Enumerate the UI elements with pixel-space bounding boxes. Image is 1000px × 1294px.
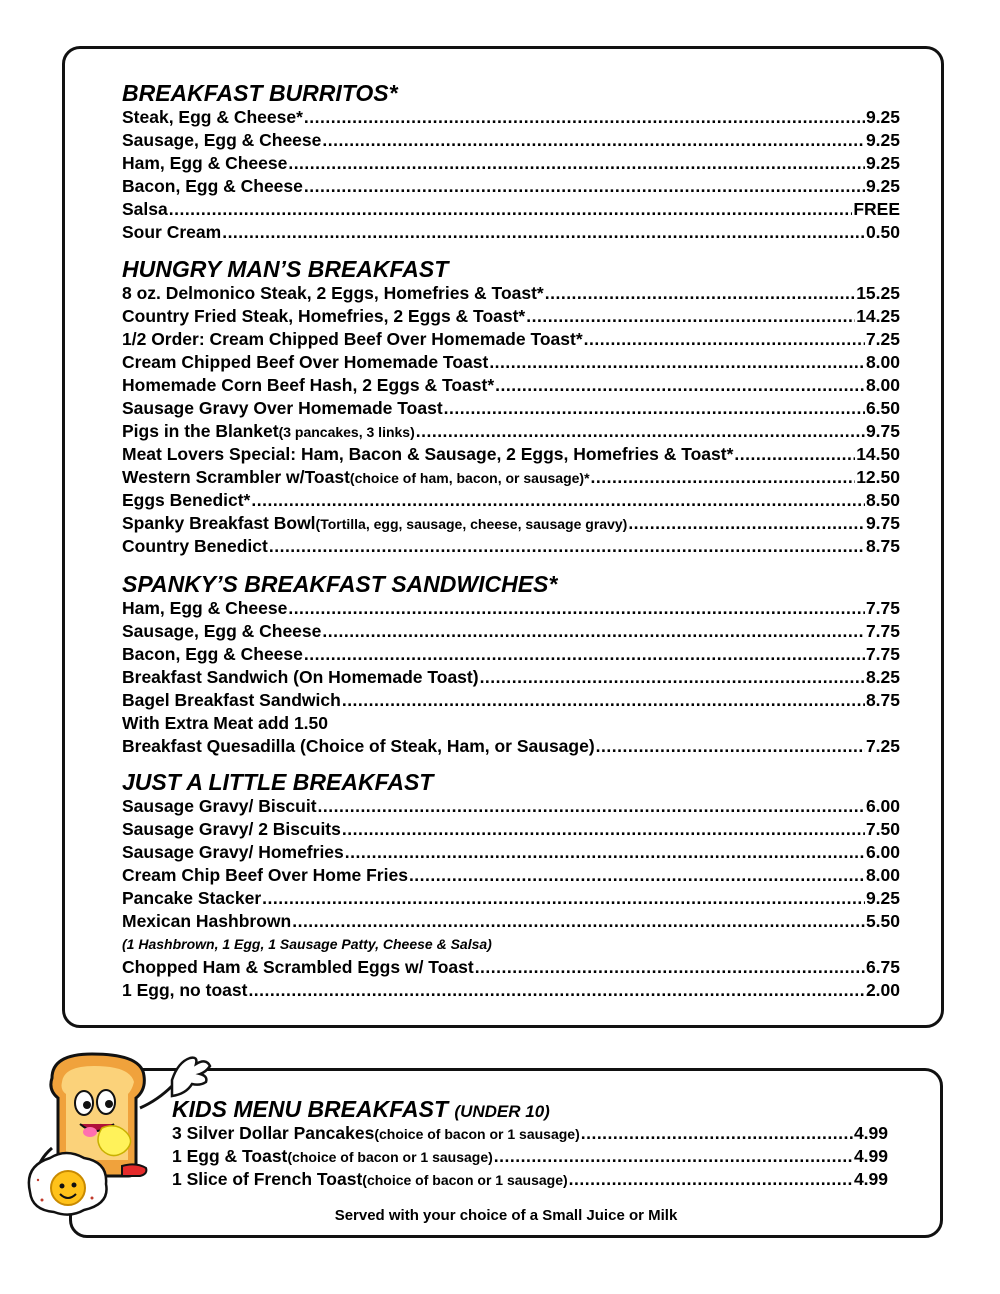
menu-item-cream-chipped-beef-over-homemade-toast [122,351,900,374]
kids-title-age: (UNDER 10) [454,1102,550,1121]
section-title [172,1096,888,1122]
item-name: Country Benedict [122,536,268,556]
item-price: 8.00 [865,375,900,395]
dot-leader [322,129,865,152]
item-note: (3 pancakes, 3 links) [278,424,415,440]
item-price: 7.75 [865,644,900,664]
menu-item-1-hashbrown-1-egg-1-sausage-patty-cheese [122,933,900,956]
menu-item-meat-lovers-special-ham-bacon-sausage-2- [122,443,900,466]
item-price: 9.25 [865,888,900,908]
item-price: 14.50 [856,444,900,464]
section-just-a-little-breakfast [122,769,900,1002]
menu-item-bagel-breakfast-sandwich [122,689,900,712]
menu-item-country-fried-steak-homefries-2-eggs-toa [122,305,900,328]
item-price: 6.00 [865,842,900,862]
item-name: Country Fried Steak, Homefries, 2 Eggs & Toast* [122,306,526,326]
menu-item-spanky-breakfast-bowl [122,512,900,535]
menu-item-salsa [122,198,900,221]
item-name: Meat Lovers Special: Ham, Bacon & Sausage, 2 Eggs, Homefries & Toast* [122,444,734,464]
menu-item-sausage-gravy-2-biscuits [122,818,900,841]
dot-leader [269,535,865,558]
item-name: With Extra Meat add 1.50 [122,713,329,733]
kids-title: KIDS MENU BREAKFAST [172,1096,455,1122]
item-name: 8 oz. Delmonico Steak, 2 Eggs, Homefries & Toast* [122,283,544,303]
menu-item-3-silver-dollar-pancakes [172,1122,888,1145]
dot-leader [526,305,855,328]
menu-item-sour-cream [122,221,900,244]
section-breakfast-sandwiches [122,571,900,758]
item-price: 4.99 [853,1169,888,1189]
item-name: 1 Egg & Toast [172,1146,288,1166]
menu-item-country-benedict [122,535,900,558]
item-name: Breakfast Quesadilla (Choice of Steak, Ham, or Sausage) [122,736,595,756]
item-name: Steak, Egg & Cheese* [122,107,303,127]
dot-leader [495,374,865,397]
item-name: Spanky Breakfast Bowl [122,513,316,533]
section-kids-menu [172,1096,888,1191]
dot-leader [345,841,865,864]
item-price: 2.00 [865,980,900,1000]
item-name: Ham, Egg & Cheese [122,598,288,618]
fried-egg [29,1153,107,1215]
item-price: 8.75 [865,536,900,556]
item-name: 1/2 Order: Cream Chipped Beef Over Homemade Toast* [122,329,583,349]
dot-leader [416,420,865,443]
toast-mascot-illustration [22,1048,212,1218]
dot-leader [288,152,865,175]
dot-leader [494,1145,853,1168]
menu-item-sausage-gravy-homefries [122,841,900,864]
dot-leader [489,351,865,374]
dot-leader [342,818,865,841]
item-price: 8.50 [865,490,900,510]
section-hungry-mans-breakfast [122,256,900,558]
item-name: Breakfast Sandwich (On Homemade Toast) [122,667,479,687]
item-name: Sausage, Egg & Cheese [122,621,322,641]
menu-item-pigs-in-the-blanket [122,420,900,443]
menu-item-mexican-hashbrown [122,910,900,933]
menu-item-breakfast-quesadilla-choice-of-steak-ham [122,735,900,758]
item-note: (choice of bacon or 1 sausage) [287,1149,493,1165]
kids-footer-note: Served with your choice of a Small Juice or Milk [334,1207,678,1224]
item-name: Pancake Stacker [122,888,262,908]
item-price: 7.25 [865,329,900,349]
section-title: SPANKY’S BREAKFAST SANDWICHES* [122,571,558,597]
menu-item-bacon-egg-cheese [122,643,900,666]
menu-item-steak-egg-cheese [122,106,900,129]
menu-item-western-scrambler-w-toast [122,466,900,489]
item-note: (Tortilla, egg, sausage, cheese, sausage gravy) [315,516,628,532]
item-price: 7.75 [865,598,900,618]
section-title: JUST A LITTLE BREAKFAST [122,769,434,795]
menu-item-sausage-gravy-biscuit [122,795,900,818]
menu-item-homemade-corn-beef-hash-2-eggs-toast [122,374,900,397]
item-price: 6.00 [865,796,900,816]
menu-item-sausage-gravy-over-homemade-toast [122,397,900,420]
menu-item-eggs-benedict [122,489,900,512]
item-name: Chopped Ham & Scrambled Eggs w/ Toast [122,957,474,977]
dot-leader [734,443,855,466]
item-price: 8.00 [865,352,900,372]
dot-leader [444,397,865,420]
item-price: 12.50 [856,467,900,487]
menu-item-pancake-stacker [122,887,900,910]
item-price: 7.50 [865,819,900,839]
dot-leader [304,175,865,198]
menu-item-1-egg-no-toast [122,979,900,1002]
menu-item-bacon-egg-cheese [122,175,900,198]
item-name: Ham, Egg & Cheese [122,153,288,173]
menu-item-1-2-order-cream-chipped-beef-over-homema [122,328,900,351]
item-price: 8.75 [865,690,900,710]
item-price: 14.25 [856,306,900,326]
dot-leader [480,666,865,689]
dot-leader [222,221,865,244]
item-name: Bacon, Egg & Cheese [122,644,303,664]
dot-leader [475,956,865,979]
menu-item-ham-egg-cheese [122,597,900,620]
item-price: 6.75 [865,957,900,977]
menu-item-sausage-egg-cheese [122,129,900,152]
dot-leader [569,1168,853,1191]
item-price: 4.99 [853,1146,888,1166]
item-price: 0.50 [865,222,900,242]
menu-item-cream-chip-beef-over-home-fries [122,864,900,887]
item-price: 9.25 [865,153,900,173]
item-name: Cream Chip Beef Over Home Fries [122,865,408,885]
item-price: 7.25 [865,736,900,756]
dot-leader [322,620,865,643]
item-name: Eggs Benedict* [122,490,251,510]
item-name: Mexican Hashbrown [122,911,292,931]
item-name: Sausage Gravy Over Homemade Toast [122,398,443,418]
item-price: 9.25 [865,107,900,127]
menu-item-8-oz-delmonico-steak-2-eggs-homefries-to [122,282,900,305]
item-name: Western Scrambler w/Toast [122,467,350,487]
dot-leader [251,489,865,512]
item-price: 4.99 [853,1123,888,1143]
item-name: 1 Egg, no toast [122,980,248,1000]
menu-item-sausage-egg-cheese [122,620,900,643]
section-title: BREAKFAST BURRITOS* [122,80,398,106]
item-name: 3 Silver Dollar Pancakes [172,1123,375,1143]
menu-item-breakfast-sandwich-on-homemade-toast [122,666,900,689]
item-name: Sausage Gravy/ Homefries [122,842,344,862]
dot-leader [584,328,865,351]
item-name: Bacon, Egg & Cheese [122,176,303,196]
dot-leader [288,597,865,620]
item-price: 5.50 [865,911,900,931]
item-price: FREE [853,199,900,219]
dot-leader [248,979,865,1002]
dot-leader [342,689,865,712]
item-name: (1 Hashbrown, 1 Egg, 1 Sausage Patty, Cheese & Salsa) [122,936,492,952]
dot-leader [318,795,865,818]
dot-leader [262,887,865,910]
item-name: Homemade Corn Beef Hash, 2 Eggs & Toast* [122,375,495,395]
item-price: 6.50 [865,398,900,418]
dot-leader [581,1122,853,1145]
item-price: 9.25 [865,130,900,150]
section-breakfast-burritos [122,80,900,244]
menu-item-ham-egg-cheese [122,152,900,175]
menu-item-1-egg-toast [172,1145,888,1168]
item-note: (choice of bacon or 1 sausage) [362,1172,568,1188]
item-price: 9.75 [865,421,900,441]
dot-leader [304,643,865,666]
item-name: Salsa [122,199,168,219]
dot-leader [292,910,865,933]
item-name: Cream Chipped Beef Over Homemade Toast [122,352,489,372]
item-price: 8.25 [865,667,900,687]
dot-leader [304,106,865,129]
item-name: Pigs in the Blanket [122,421,279,441]
item-name: 1 Slice of French Toast [172,1169,363,1189]
dot-leader [591,466,856,489]
dot-leader [628,512,865,535]
menu-item-chopped-ham-scrambled-eggs-w-toast [122,956,900,979]
menu-item-with-extra-meat-add-1-50 [122,712,900,735]
dot-leader [169,198,853,221]
item-price: 15.25 [856,283,900,303]
waving-hand [172,1058,210,1096]
item-note: (choice of ham, bacon, or sausage)* [349,470,590,486]
item-name: Sour Cream [122,222,222,242]
item-price: 8.00 [865,865,900,885]
menu-item-1-slice-of-french-toast [172,1168,888,1191]
dot-leader [545,282,855,305]
dot-leader [409,864,865,887]
item-name: Sausage Gravy/ 2 Biscuits [122,819,341,839]
item-price: 7.75 [865,621,900,641]
item-price: 9.75 [865,513,900,533]
item-price: 9.25 [865,176,900,196]
item-note: (choice of bacon or 1 sausage) [374,1126,580,1142]
item-name: Sausage Gravy/ Biscuit [122,796,317,816]
item-name: Sausage, Egg & Cheese [122,130,322,150]
section-title: HUNGRY MAN’S BREAKFAST [122,256,449,282]
dot-leader [596,735,865,758]
item-name: Bagel Breakfast Sandwich [122,690,341,710]
